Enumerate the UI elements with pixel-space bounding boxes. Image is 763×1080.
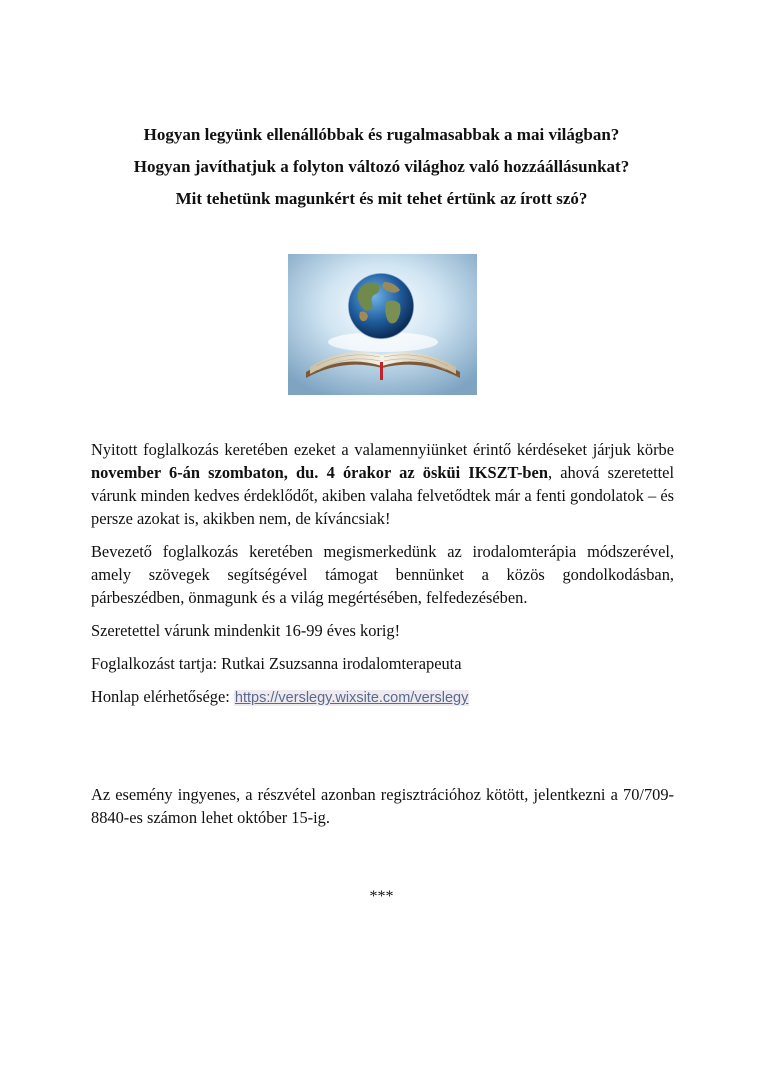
- website-label: Honlap elérhetősége:: [91, 687, 234, 706]
- section-separator: ***: [369, 888, 394, 905]
- paragraph-facilitator: Foglalkozást tartja: Rutkai Zsuzsanna irodalomterapeuta: [91, 654, 462, 673]
- website-link[interactable]: https://verslegy.wixsite.com/verslegy: [234, 690, 469, 706]
- invitation-text-start: Nyitott foglalkozás keretében ezeket a valamennyiünket érintő kérdéseket járjuk körbe: [91, 440, 674, 459]
- event-date-location: november 6-án szombaton, du. 4 órakor az ösküi IKSZT-ben: [91, 463, 548, 482]
- paragraph-invitation: [91, 438, 674, 530]
- body-text: [91, 438, 674, 720]
- paragraph-registration: Az esemény ingyenes, a részvétel azonban regisztrációhoz kötött, jelentkezni a 70/709-8840-es számon lehet október 15-ig.: [91, 785, 674, 828]
- paragraph-website: [91, 685, 674, 710]
- heading-question-3: Mit tehetünk magunkért és mit tehet értünk az írott szó?: [175, 189, 588, 208]
- invitation-text-end: , ahová szeretettel várunk minden kedves érdeklődőt, akiben valaha felvetődtek már a fenti gondolatok – és persze azokat is, akikben nem, de kíváncsiak!: [91, 463, 674, 528]
- paragraph-introduction: Bevezető foglalkozás keretében megismerkedünk az irodalomterápia módszerével, amely szövegek segítségével támogat bennünket a közös gondolkodásban, párbeszédben, önmagunk és a világ megértésében, felfedezésében.: [91, 542, 674, 607]
- paragraph-age-range: Szeretettel várunk mindenkit 16-99 éves korig!: [91, 621, 401, 640]
- heading-question-2: Hogyan javíthatjuk a folyton változó világhoz való hozzáállásunkat?: [133, 157, 630, 176]
- question-headings: [0, 124, 763, 220]
- globe-over-open-book-icon: [288, 254, 477, 395]
- heading-question-1: Hogyan legyünk ellenállóbbak és rugalmasabbak a mai világban?: [143, 125, 620, 144]
